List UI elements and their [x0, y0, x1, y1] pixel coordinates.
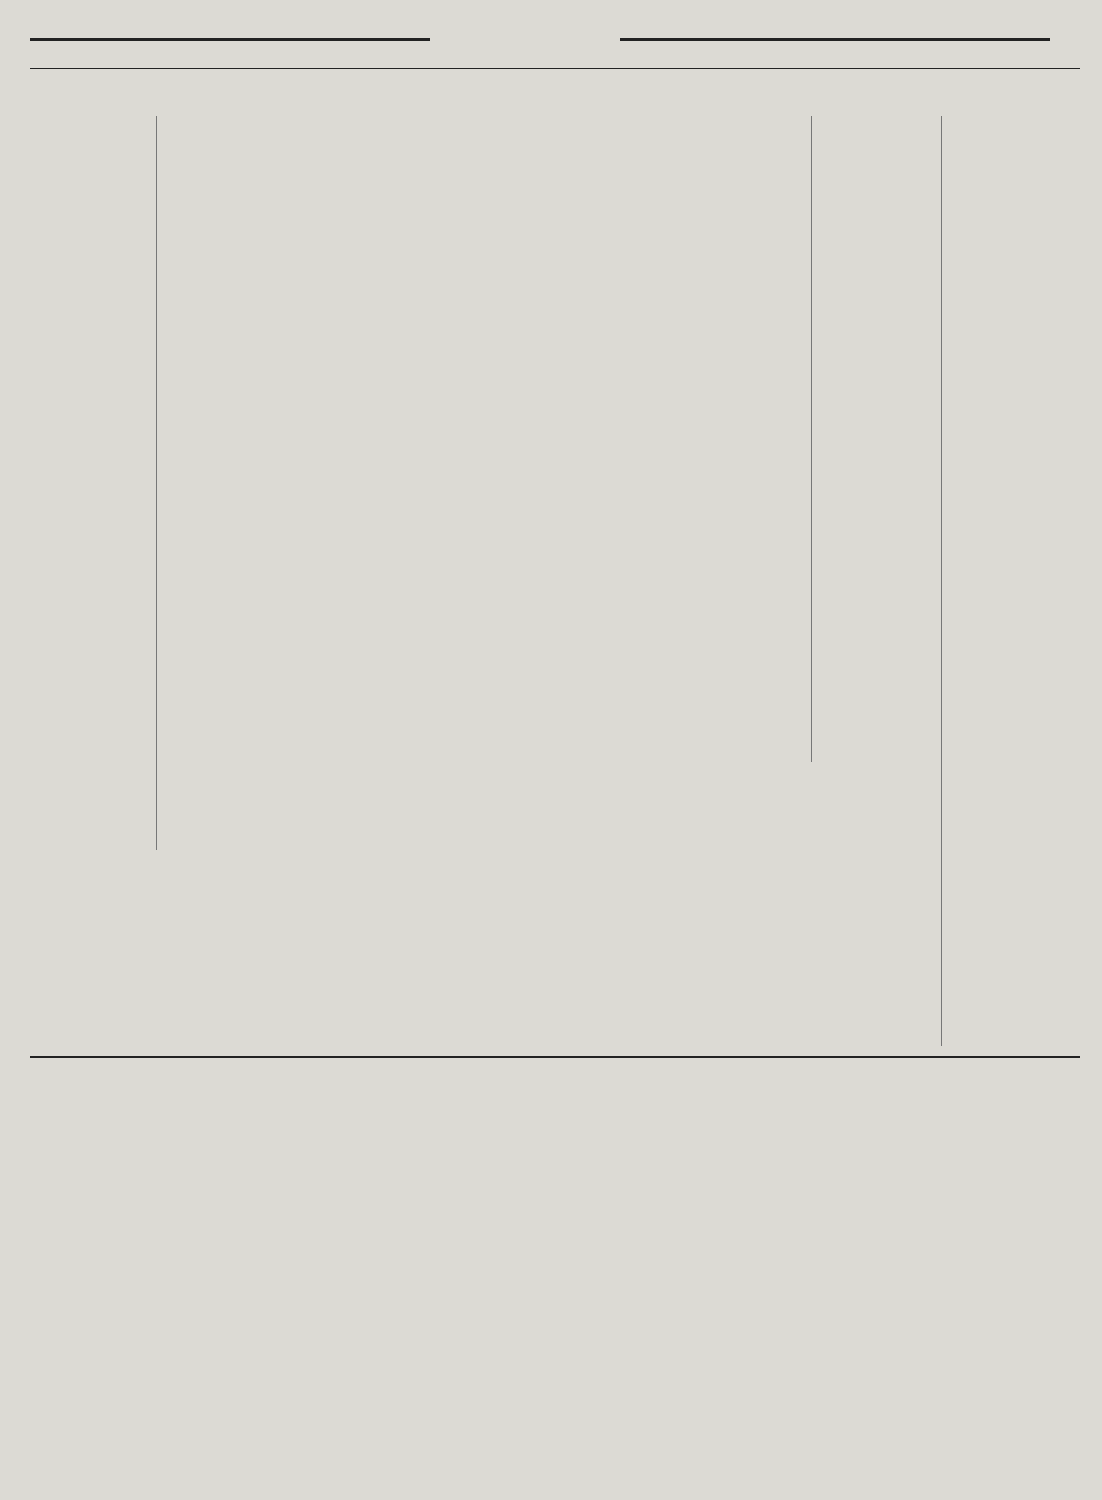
- article1-column-1: [30, 116, 152, 850]
- figure-2: [418, 762, 682, 1052]
- figure-2-chart: [418, 762, 682, 1024]
- article-separator: [30, 1056, 1080, 1058]
- column-divider: [941, 116, 942, 1046]
- column-divider: [811, 116, 812, 762]
- article1-column-5: [555, 240, 677, 762]
- article1-column-2: [160, 116, 284, 762]
- column-divider: [156, 116, 157, 850]
- article2-column-1: [30, 1100, 160, 1310]
- figure-1-chart: [163, 770, 413, 1010]
- article1-column-3: [295, 240, 417, 762]
- article2-column-2: [167, 1100, 295, 1310]
- figure-3: [690, 762, 940, 1052]
- article1-column-8: [945, 116, 1071, 1046]
- masthead-rule-bottom: [30, 68, 1080, 69]
- figure-3-chart: [690, 762, 940, 1022]
- article1-column-6: [685, 116, 807, 762]
- masthead-rule-left: [30, 38, 430, 41]
- masthead-rule-right: [620, 38, 1050, 41]
- figure-1: [163, 770, 413, 1050]
- article1-column-4: [425, 240, 547, 762]
- article1-column-7: [815, 116, 937, 762]
